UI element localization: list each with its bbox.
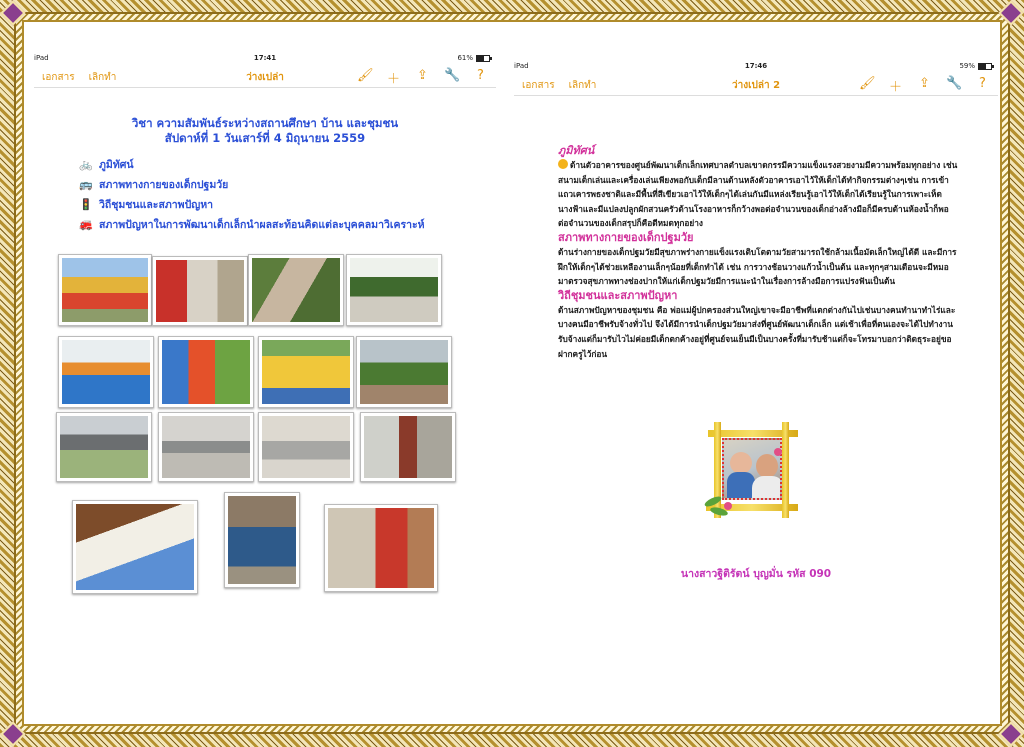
photo-playground-1 [58,336,154,408]
left-ipad-page [34,52,496,712]
photo-lunch-tables [258,412,354,482]
topic-label: สภาพทางกายของเด็กปฐมวัย [99,178,229,191]
status-time: 17:41 [253,54,277,62]
share-icon[interactable]: ⇪ [417,68,428,83]
device-label: iPad [34,54,49,62]
battery-icon [476,55,490,62]
status-bar [514,60,998,74]
document-title[interactable]: ว่างเปล่า [246,72,284,83]
status-time: 17:46 [744,62,768,70]
app-toolbar [34,66,496,88]
bus-icon: 🚌 [79,177,93,191]
photo-play-panel [258,336,354,408]
section-text-physical: ด้านร่างกายของเด็กปฐมวัยมีสุขภาพร่างกายแข็งแรงเติบโตตามวัยสามารถใช้กล้ามเนื้อมัดเล็กใหญ่ได้ดี และมีการฝึกให้เด็กๆได้ช่วยเหลืองานเล็กๆน้อยที่เด็กทำได้ เช่น การวางช้อนวางแก้วน้ำเป็นต้น และทุกๆสามเดือนจะมีหมอมาตรวจสุขภาพทางช่องปากให้แก่เด็กปฐมวัยมีการแนะนำในเรื่องการล้างมือการแปรงฟันเป็นต้น [558,246,957,287]
portrait-photo [722,438,782,500]
help-icon[interactable]: ? [477,68,484,83]
document-title[interactable]: ว่างเปล่า 2 [731,80,781,91]
photo-entrance [152,256,248,326]
topic-label: ภูมิทัศน์ [99,158,134,171]
doc-heading-line1: วิชา ความสัมพันธ์ระหว่างสถานศึกษา บ้าน และชุมชน [131,116,399,130]
photo-classroom [72,500,198,594]
photo-canteen [158,412,254,482]
brush-icon[interactable]: 🖌 [859,76,876,91]
brush-icon[interactable]: 🖌 [357,68,374,83]
add-icon[interactable]: ＋ [888,80,902,95]
undo-button[interactable]: เลิกทำ [568,80,597,91]
photo-playground-2 [158,336,254,408]
battery-indicator [457,54,490,62]
section-text-landscape: ด้านตัวอาคารของศูนย์พัฒนาเด็กเล็กเทศบาลตำบลเขาดกรรมีความแข็งแรงสวยงามมีความพร้อมทุกอย่าง เช่น สนามเด็กเล่นและเครื่องเล่นเพียงพอกับเด็กมีลานด้านหลังตัวอาคารเอาไว้ให้เด็กได้ทำกิจกรรมต่างๆเช่น การเข้าแถวเคารพธงชาติและมีพื้นที่สีเขียวเอาไว้ให้เด็กๆได้เล่นกันมีแหล่งเรียนรู้เอาไว้ให้เด็กได้เรียนรู้ในการเพาะเห็ดนางฟ้าและมีแปลงปลูกผักสวนครัวด้านโรงอาหารก็กว้างพอต่อจำนวนของเด็กอ่างล้างมือก็มีครบด้านห้องน้ำก็พอต่อจำนวนของเด็กสรุปก็คือดีหมดทุกอย่าง [558,160,958,229]
doc-heading [34,116,496,146]
wrench-icon[interactable]: 🔧 [444,68,461,83]
undo-button[interactable]: เลิกทำ [88,72,117,83]
report-body [514,144,998,361]
topic-item [78,154,496,174]
wrench-icon[interactable]: 🔧 [946,76,963,91]
smiley-icon [558,159,568,169]
topic-list [78,154,496,234]
section-heading-physical: สภาพทางกายของเด็กปฐมวัย [558,230,694,244]
topic-label: วิถีชุมชนและสภาพปัญหา [99,198,214,211]
topic-label: สภาพปัญหาในการพัฒนาเด็กเล็กนำผลสะท้อนคิดแต่ละบุคคลมาวิเคราะห์ [99,218,425,231]
battery-indicator [959,62,992,70]
photo-dining-area [360,412,456,482]
topic-item [78,194,496,214]
photo-hall [56,412,152,482]
add-icon[interactable]: ＋ [386,72,400,87]
photo-hut [224,492,300,588]
battery-percent: 61% [457,54,473,62]
bicycle-icon: 🚲 [79,157,93,171]
section-heading-community: วิถีชุมชนและสภาพปัญหา [558,288,678,302]
photo-garden [356,336,452,408]
topic-item [78,174,496,194]
documents-button[interactable]: เอกสาร [42,72,75,83]
bamboo-photo-frame [704,420,800,524]
documents-button[interactable]: เอกสาร [522,80,555,91]
battery-icon [978,63,992,70]
photo-walkway [248,254,344,326]
device-label: iPad [514,62,529,70]
traffic-light-icon: 🚦 [79,197,93,211]
app-toolbar [514,74,998,96]
right-ipad-page [514,60,998,720]
photo-building [58,254,152,326]
help-icon[interactable]: ? [979,76,986,91]
fire-truck-icon: 🚒 [79,217,93,231]
doc-heading-line2: สัปดาห์ที่ 1 วันเสาร์ที่ 4 มิถุนายน 2559 [164,131,366,145]
battery-percent: 59% [959,62,975,70]
author-signature: นางสาวฐิติรัตน์ บุญมั่น รหัส 090 [680,568,832,580]
share-icon[interactable]: ⇪ [919,76,930,91]
topic-item [78,214,496,234]
section-text-community: ด้านสภาพปัญหาของชุมชน คือ พ่อแม่ผู้ปกครองส่วนใหญ่เขาจะมีอาชีพที่แตกต่างกันไปเช่นบางคนทำนาทำไร่และบางคนมีอาชีพรับจ้างทั่วไป จึงได้มีการนำเด็กปฐมวัยมาส่งที่ศูนย์พัฒนาเด็กเล็ก แต่เช้าเพื่อที่ตนเองจะได้ไปทำงาน รับจ้างแต่ก็มารับไวไม่ค่อยมีเด็กตกค้างอยู่ที่ศูนย์จนเย็นมีเป็นบางครั้งที่มารับช้าแต่ก็จะโทรมาบอกว่าติดธุระอยู่ขอฝากครูไว้ก่อน [558,304,956,359]
photo-courtyard [346,254,442,326]
section-heading-landscape: ภูมิทัศน์ [558,144,595,157]
photo-yard [324,504,438,592]
status-bar [34,52,496,66]
